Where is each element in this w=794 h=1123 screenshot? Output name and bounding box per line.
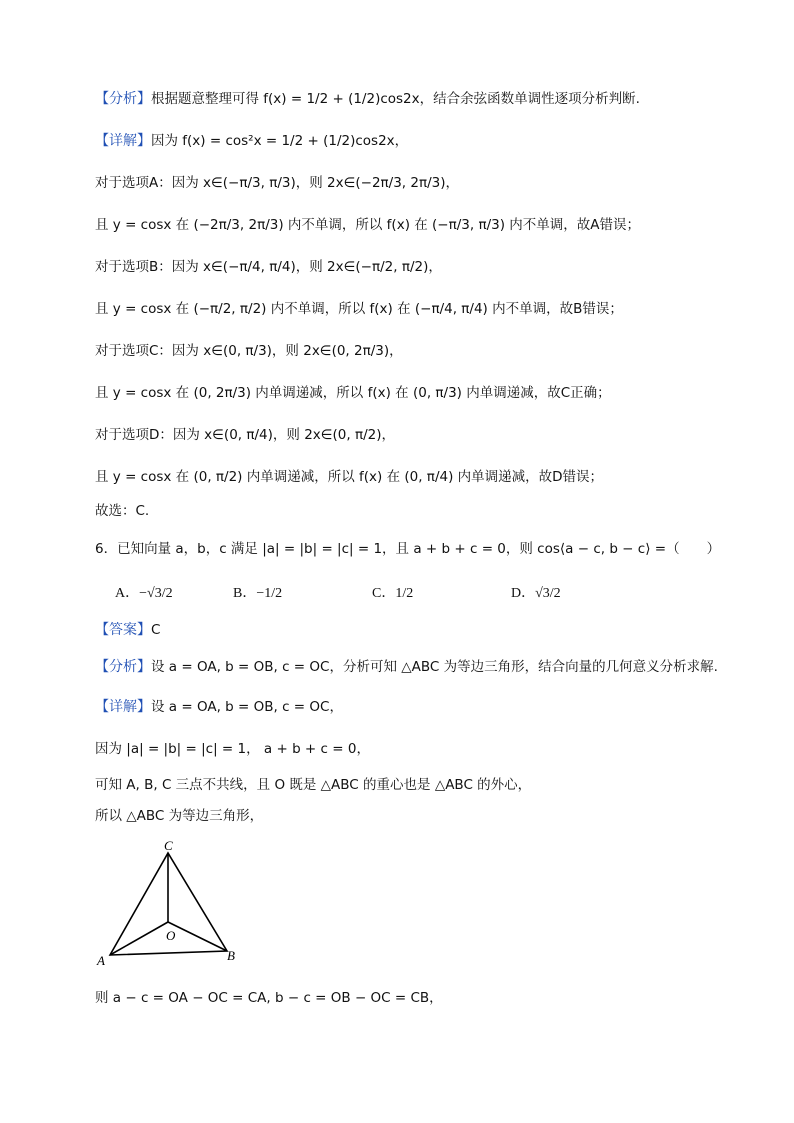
option-d-line-2: 且 y = cosx 在 (0, π/2) 内单调递减，所以 f(x) 在 (0, π/4) 内单调递减，故D错误； [95,469,604,485]
triangle-figure [95,838,255,968]
condition-line: 因为 |a| = |b| = |c| = 1， a + b + c = 0， [95,741,370,757]
answer-choice-line: 故选：C. [95,503,150,519]
option-a: A．−√3/2 [115,586,173,601]
answer-text: C [151,622,161,638]
vector-diff-line: 则 a − c = OA − OC = CA, b − c = OB − OC = CB， [95,990,443,1006]
label-c: C [164,838,173,853]
detail-line-1 [95,131,408,151]
answer-tag: 【答案】 [95,622,151,638]
analysis-text: 根据题意整理可得 f(x) = 1/2 + (1/2)cos2x，结合余弦函数单调性逐项分析判断. [151,91,640,107]
centroid-line: 可知 A, B, C 三点不共线，且 O 既是 △ABC 的重心也是 △ABC 的外心， [95,777,532,793]
detail-tag-2: 【详解】 [95,699,151,715]
option-a-line-1: 对于选项A：因为 x∈(−π/3, π/3)，则 2x∈(−2π/3, 2π/3)， [95,175,459,191]
detail-line-2 [95,697,343,717]
question-6: 6．已知向量 a，b，c 满足 |a| = |b| = |c| = 1，且 a + b + c = 0，则 cos⟨a − c, b − c⟩ =（ ） [95,541,721,557]
detail-tag: 【详解】 [95,133,151,149]
label-a: A [97,953,105,968]
option-c-line-2: 且 y = cosx 在 (0, 2π/3) 内单调递减，所以 f(x) 在 (0, π/3) 内单调递减，故C正确； [95,385,611,401]
option-d: D．√3/2 [511,586,561,601]
equilateral-line: 所以 △ABC 为等边三角形， [95,808,264,824]
option-b-line-2: 且 y = cosx 在 (−π/2, π/2) 内不单调，所以 f(x) 在 (−π/4, π/4) 内不单调，故B错误； [95,301,623,317]
analysis-tag-2: 【分析】 [95,659,151,675]
answer-line [95,620,160,640]
analysis-line-1 [95,89,640,109]
label-b: B [227,948,235,963]
analysis-text-2: 设 a = OA, b = OB, c = OC，分析可知 △ABC 为等边三角形，结合向量的几何意义分析求解. [151,659,718,675]
label-o: O [166,928,176,943]
option-c-line-1: 对于选项C：因为 x∈(0, π/3)，则 2x∈(0, 2π/3)， [95,343,403,359]
analysis-line-2 [95,657,718,677]
option-d-line-1: 对于选项D：因为 x∈(0, π/4)，则 2x∈(0, π/2)， [95,427,396,443]
option-a-line-2: 且 y = cosx 在 (−2π/3, 2π/3) 内不单调，所以 f(x) 在 (−π/3, π/3) 内不单调，故A错误； [95,217,641,233]
detail-text: 因为 f(x) = cos²x = 1/2 + (1/2)cos2x， [151,133,409,149]
detail-text-2: 设 a = OA, b = OB, c = OC， [151,699,343,715]
option-c: C．1/2 [372,586,414,601]
analysis-tag: 【分析】 [95,91,151,107]
option-b: B．−1/2 [233,586,283,601]
option-b-line-1: 对于选项B：因为 x∈(−π/4, π/4)，则 2x∈(−π/2, π/2)， [95,259,442,275]
